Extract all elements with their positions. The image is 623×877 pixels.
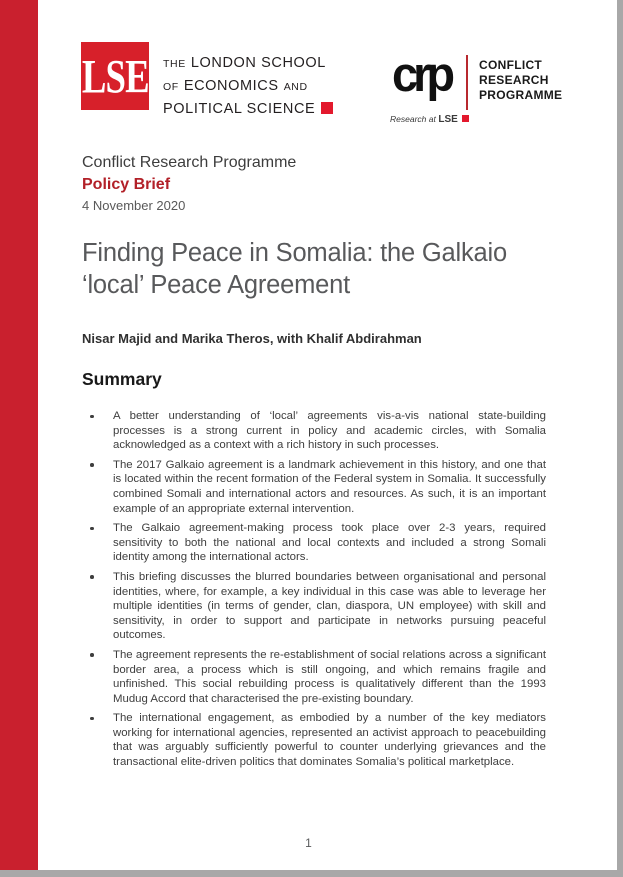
doc-type: Policy Brief <box>82 176 171 193</box>
lse-wordmark-line2: OF ECONOMICS AND <box>163 78 308 94</box>
crp-tagline: Research at LSE <box>390 114 469 125</box>
crp-programme-name: CONFLICT RESEARCH PROGRAMME <box>479 58 563 102</box>
summary-bullet-list <box>82 409 546 775</box>
summary-bullet: This briefing discusses the blurred boundaries between organisational and personal identities, where, for example, a key individual in this case was able to leverage her multiple identities (in terms of gender, clan, diaspora, UN employee) with skill and sensitivity, in order to support and participate in networks pursuing peaceful outcomes. <box>82 570 546 643</box>
lse-wordmark <box>163 52 333 120</box>
programme-name: Conflict Research Programme <box>82 154 297 171</box>
lse-logo <box>81 42 149 110</box>
document-title: Finding Peace in Somalia: the Galkaio ‘local’ Peace Agreement <box>82 239 507 299</box>
summary-bullet: The international engagement, as embodied by a number of the key mediators working for international agencies, represented an activist approach to peacebuilding that was arguably sufficiently powerful to counter underlying grievances and the transactional elite-driven politics that dominates Somalia’s political marketplace. <box>82 711 546 769</box>
lse-wordmark-line3: POLITICAL SCIENCE <box>163 98 333 120</box>
lse-wordmark-line1: THE LONDON SCHOOL <box>163 55 326 71</box>
lse-red-square-icon <box>321 102 333 114</box>
summary-bullet: The 2017 Galkaio agreement is a landmark achievement in this history, and one that is located within the recent formation of the Federal system in Somalia. It successfully combined Somali and international actors and resources. As such, it is an important example of an appropriate external intervention. <box>82 458 546 516</box>
doc-date: 4 November 2020 <box>82 198 186 213</box>
lse-monogram: LSE <box>81 49 149 103</box>
summary-bullet: A better understanding of ‘local’ agreements vis-a-vis national state-building processes is a strong current in policy and academic circles, with Somalia acknowledged as a context with a rich history in such processes. <box>82 409 546 453</box>
crp-divider <box>466 55 468 110</box>
crp-red-square-icon <box>462 115 469 122</box>
left-red-band <box>0 0 38 870</box>
document-meta <box>82 152 296 215</box>
page-number: 1 <box>305 836 312 850</box>
summary-bullet: The Galkaio agreement-making process took place over 2-3 years, required sensitivity to both the national and local contexts and included a strong Somali identity among the international actors. <box>82 521 546 565</box>
summary-heading: Summary <box>82 369 162 389</box>
crp-monogram: crp <box>392 45 451 102</box>
summary-bullet: The agreement represents the re-establishment of social relations across a significant border area, a process which is still ongoing, and which remains fragile and unfinished. This social rebuilding process is qualitatively different than the 1993 Mudug Accord that characterised the pre-existing boundary. <box>82 648 546 706</box>
authors-line: Nisar Majid and Marika Theros, with Khalif Abdirahman <box>82 331 422 346</box>
